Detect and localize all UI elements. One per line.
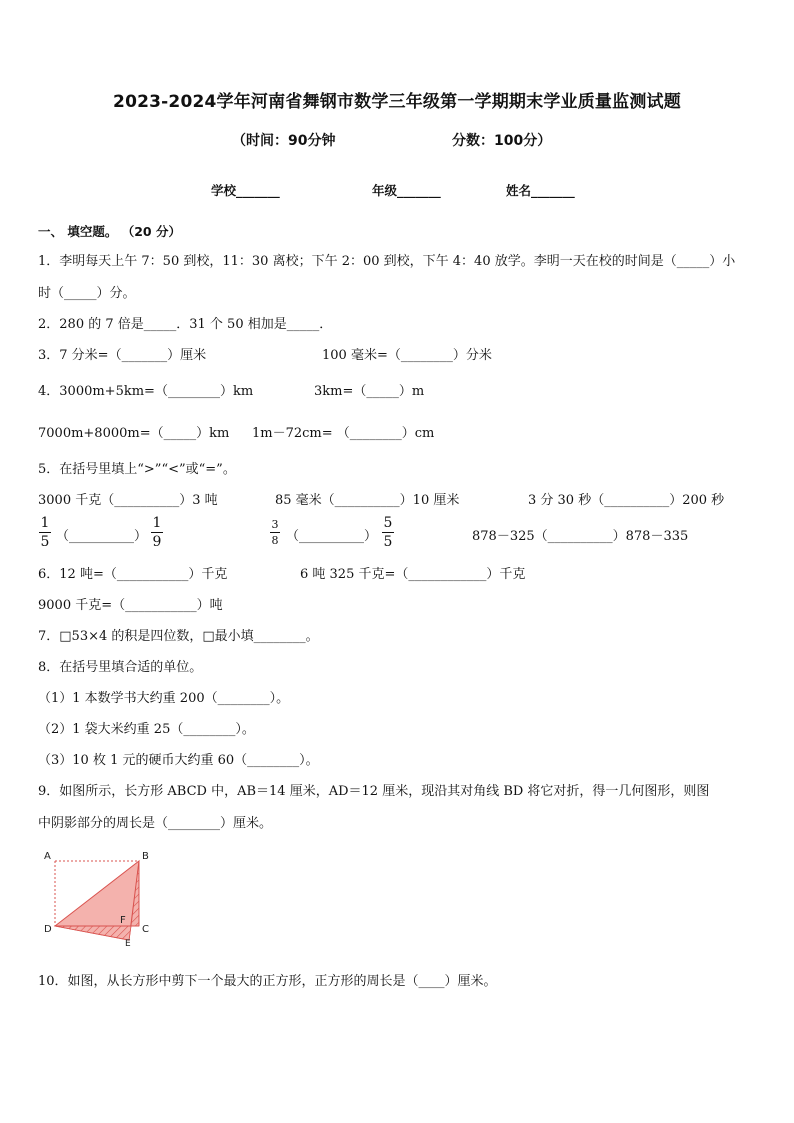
fraction-3-8 — [270, 519, 280, 546]
fraction-numerator: 3 — [271, 518, 279, 531]
section-heading: 一、 填空题。 （20 分） — [38, 224, 181, 239]
question-2: 2．280 的 7 倍是_____．31 个 50 相加是_____． — [38, 317, 333, 332]
page-title: 2023-2024学年河南省舞钢市数学三年级第一学期期末学业质量监测试题 — [113, 92, 681, 112]
fraction-numerator: 1 — [40, 515, 50, 531]
fraction-1-5 — [39, 516, 51, 549]
fraction-denominator: 8 — [271, 534, 279, 547]
school-field: 学校_______ — [211, 183, 280, 198]
label-d: D — [44, 924, 52, 935]
question-6-left: 6．12 吨=（___________）千克 — [38, 567, 228, 582]
question-5-row-2-c: 878－325（__________）878－335 — [472, 529, 689, 544]
question-8-item-3: （3）10 枚 1 元的硬币大约重 60（________）。 — [38, 753, 319, 768]
question-4-left: 4．3000m+5km=（________）km — [38, 384, 254, 399]
rectangle-fold-figure — [38, 846, 168, 946]
question-4-line-2-left: 7000m+8000m=（_____）km — [38, 426, 230, 441]
question-8-item-1: （1）1 本数学书大约重 200（________）。 — [38, 691, 290, 706]
label-b: B — [142, 851, 149, 862]
label-c: C — [142, 924, 149, 935]
exam-score: 分数：100分） — [452, 133, 552, 149]
question-8: 8．在括号里填合适的单位。 — [38, 660, 203, 675]
shaded-region-bottom — [55, 926, 131, 940]
question-9-line-2: 中阴影部分的周长是（________）厘米。 — [38, 816, 273, 831]
grade-field: 年级_______ — [372, 183, 441, 198]
question-4-right: 3km=（_____）m — [314, 384, 425, 399]
question-3-left: 3．7 分米=（_______）厘米 — [38, 348, 207, 363]
question-5-row-1-a: 3000 千克（__________）3 吨 — [38, 493, 218, 508]
exam-time: （时间：90分钟 — [232, 133, 336, 149]
question-7: 7．□53×4 的积是四位数，□最小填________。 — [38, 629, 319, 644]
question-4-line-2-right: 1m－72cm= （________）cm — [252, 426, 435, 441]
fraction-denominator: 9 — [152, 534, 162, 550]
question-3-right: 100 毫米=（________）分米 — [322, 348, 492, 363]
label-a: A — [44, 851, 51, 862]
question-6-right: 6 吨 325 千克=（____________）千克 — [300, 567, 526, 582]
fraction-denominator: 5 — [383, 534, 393, 550]
fraction-denominator: 5 — [40, 534, 50, 550]
question-8-item-2: （2）1 袋大米约重 25（________）。 — [38, 722, 255, 737]
fraction-1-9 — [151, 516, 163, 549]
fraction-numerator: 5 — [383, 515, 393, 531]
question-5-row-2-blank-2: （__________） — [286, 529, 378, 544]
question-5-row-1-b: 85 毫米（__________）10 厘米 — [275, 493, 460, 508]
fraction-numerator: 1 — [152, 515, 162, 531]
question-1-line-1: 1．李明每天上午 7：50 到校，11：30 离校；下午 2：00 到校，下午 4：40 放学。李明一天在校的时间是（_____）小 — [38, 254, 736, 269]
question-5: 5．在括号里填上“>”“<”或“=”。 — [38, 462, 236, 477]
label-e: E — [125, 939, 131, 946]
name-field: 姓名_______ — [506, 183, 575, 198]
question-9-line-1: 9．如图所示，长方形 ABCD 中，AB＝14 厘米，AD＝12 厘米，现沿其对角线 BD 将它对折，得一几何图形，则图 — [38, 784, 710, 799]
question-1-line-2: 时（_____）分。 — [38, 286, 136, 301]
question-5-row-2-blank-1: （__________） — [56, 529, 148, 544]
question-5-row-1-c: 3 分 30 秒（__________）200 秒 — [528, 493, 725, 508]
label-f: F — [120, 915, 126, 926]
fraction-5-5 — [382, 516, 394, 549]
question-6-line-2: 9000 千克=（___________）吨 — [38, 598, 223, 613]
question-10: 10．如图，从长方形中剪下一个最大的正方形，正方形的周长是（____）厘米。 — [38, 974, 497, 989]
